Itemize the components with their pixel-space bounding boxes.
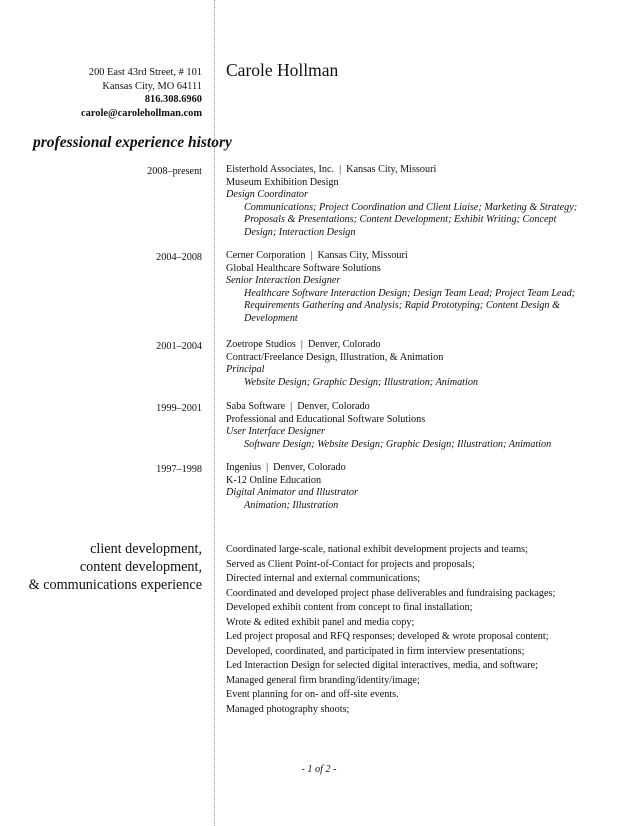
address-line-2: Kansas City, MO 64111	[102, 80, 202, 92]
phone-number: 816.308.6960	[144, 94, 202, 105]
list-item: Developed exhibit content from concept to final installation;	[226, 602, 473, 613]
job-title: Senior Interaction Designer	[226, 275, 341, 287]
job-location: Denver, Colorado	[273, 462, 346, 473]
column-divider	[214, 0, 215, 826]
job-company-line	[226, 401, 626, 414]
job-entry	[226, 401, 626, 451]
job-company: Zoetrope Studios	[226, 339, 296, 350]
experience-heading: professional experience history	[33, 134, 232, 151]
job-title: Design Coordinator	[226, 189, 308, 201]
list-item: Event planning for on- and off-site events.	[226, 689, 399, 700]
job-skills-line: Animation; Illustration	[244, 499, 339, 511]
client-heading-line: content development,	[79, 559, 202, 575]
client-development-heading	[20, 540, 202, 594]
job-location: Denver, Colorado	[297, 401, 370, 412]
job-location: Denver, Colorado	[307, 339, 381, 350]
job-years: 1997–1998	[156, 464, 202, 475]
job-skills-line: Website Design; Graphic Design; Illustration; Animation	[244, 376, 479, 388]
job-title: Principal	[226, 364, 265, 376]
job-company-line	[226, 250, 626, 263]
address-line-1: 200 East 43rd Street, # 101	[88, 67, 202, 78]
list-item: Coordinated and developed project phase deliverables and fundraising packages;	[226, 587, 556, 599]
job-separator: |	[290, 401, 293, 412]
job-field: Contract/Freelance Design, Illustration, & Animation	[226, 351, 444, 363]
job-skills-line: Requirements Gathering and Analysis; Rapid Prototyping; Content Design &	[244, 300, 560, 312]
job-location: Kansas City, Missouri	[317, 250, 408, 261]
list-item: Managed photography shoots;	[226, 703, 350, 715]
job-company: Cerner Corporation	[226, 250, 306, 261]
job-separator: |	[300, 339, 303, 350]
job-years: 2004–2008	[156, 252, 202, 263]
email-address: carole@carolehollman.com	[81, 107, 202, 119]
list-item: Served as Client Point-of-Contact for projects and proposals;	[226, 558, 475, 570]
job-company: Saba Software	[226, 401, 286, 412]
job-title: User Interface Designer	[226, 426, 326, 438]
job-field: Global Healthcare Software Solutions	[226, 262, 381, 274]
job-entry	[226, 250, 626, 326]
job-company: Ingenius	[226, 462, 262, 473]
job-separator: |	[266, 462, 269, 473]
job-skills-line: Proposals & Presentations; Content Development; Exhibit Writing; Concept	[244, 214, 557, 226]
job-skills-line: Software Design; Website Design; Graphic Design; Illustration; Animation	[244, 438, 552, 450]
list-item: Wrote & edited exhibit panel and media copy;	[226, 616, 415, 628]
job-skills-line: Development	[244, 312, 298, 324]
job-separator: |	[310, 250, 313, 261]
job-entry	[226, 462, 626, 512]
job-company: Eisterhold Associates, Inc.	[226, 164, 335, 175]
job-company-line	[226, 339, 626, 352]
job-entry	[226, 164, 626, 240]
list-item: Coordinated large-scale, national exhibit development projects and teams;	[226, 544, 528, 555]
list-item: Managed general firm branding/identity/image;	[226, 674, 420, 686]
list-item: Directed internal and external communications;	[226, 573, 421, 584]
job-skills-line: Design; Interaction Design	[244, 226, 356, 238]
list-item: Led Interaction Design for selected digital interactives, media, and software;	[226, 660, 539, 671]
job-skills-line: Healthcare Software Interaction Design; Design Team Lead; Project Team Lead;	[244, 287, 576, 299]
client-heading-line: client development,	[90, 541, 202, 557]
job-skills-line: Communications; Project Coordination and Client Liaise; Marketing & Strategy;	[244, 201, 578, 213]
job-company-line	[226, 164, 626, 177]
client-experience-list	[226, 544, 631, 718]
job-field: Museum Exhibition Design	[226, 176, 339, 188]
job-separator: |	[339, 164, 342, 175]
job-years: 1999–2001	[156, 403, 202, 414]
job-years: 2001–2004	[156, 341, 202, 352]
contact-block	[20, 66, 202, 120]
job-field: Professional and Educational Software Solutions	[226, 413, 426, 425]
list-item: Led project proposal and RFQ responses; developed & wrote proposal content;	[226, 631, 549, 642]
job-entry	[226, 339, 626, 389]
job-location: Kansas City, Missouri	[346, 164, 437, 175]
job-title: Digital Animator and Illustrator	[226, 487, 358, 499]
client-heading-line: & communications experience	[28, 577, 202, 593]
page-number: - 1 of 2 -	[301, 764, 337, 775]
list-item: Developed, coordinated, and participated in firm interview presentations;	[226, 645, 525, 657]
job-years: 2008–present	[147, 166, 202, 177]
resume-name: Carole Hollman	[226, 60, 339, 80]
job-field: K-12 Online Education	[226, 474, 322, 486]
job-company-line	[226, 462, 626, 475]
